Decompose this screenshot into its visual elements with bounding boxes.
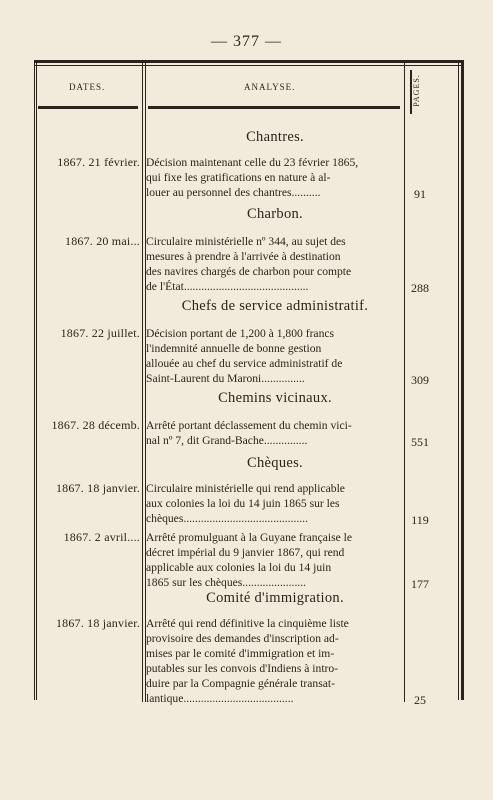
analysis-line: provisoire des demandes d'inscription ad-	[146, 632, 339, 645]
analysis-line: l'indemnité annuelle de bonne gestion	[146, 342, 322, 355]
analysis-line: 1865 sur les chèques......................	[146, 576, 307, 589]
analysis-line: Décision portant de 1,200 à 1,800 francs	[146, 327, 335, 340]
analysis-line: chèques...........................................	[146, 512, 308, 525]
analysis-line: mesures à prendre à l'arrivée à destination	[146, 250, 341, 263]
analysis-line: Circulaire ministérielle nº 344, au sujet des	[146, 235, 346, 248]
analysis-line: applicable aux colonies la loi du 14 juin	[146, 561, 332, 574]
entry-page-number: 288	[411, 281, 429, 295]
entry-page-number: 25	[414, 693, 426, 707]
entry-date: 1867. 18 janvier.	[55, 616, 140, 630]
entry-date: 1867. 21 février.	[57, 155, 140, 169]
analysis-line: de l'État...........................................	[146, 280, 309, 293]
entry-date: 1867. 20 mai...	[65, 234, 140, 248]
analyse-header: ANALYSE.	[244, 82, 296, 92]
entry-page-number: 119	[411, 513, 429, 527]
entry-date: 1867. 22 juillet.	[60, 326, 140, 340]
analysis-line: Arrêté qui rend définitive la cinquième liste	[146, 617, 349, 630]
analysis-line: duire par la Compagnie générale transat-	[146, 677, 335, 690]
analysis-line: lantique......................................	[146, 692, 294, 705]
analysis-line: putables sur les convois d'Indiens à intro-	[146, 662, 339, 675]
section-title: Chèques.	[247, 455, 303, 471]
analyse-header-rule	[148, 106, 400, 109]
page-number: — 377 —	[211, 33, 282, 50]
analysis-line: aux colonies la loi du 14 juin 1865 sur les	[146, 497, 340, 510]
entry-analysis	[146, 616, 404, 706]
entry-date: 1867. 18 janvier.	[55, 481, 140, 495]
analysis-line: Décision maintenant celle du 23 février 1865,	[146, 156, 359, 169]
analysis-line: des navires chargés de charbon pour compte	[146, 265, 352, 278]
entry-analysis	[146, 234, 404, 294]
entry-analysis	[146, 530, 404, 590]
section-title: Chantres.	[246, 129, 304, 145]
analysis-line: allouée au chef du service administratif de	[146, 357, 343, 370]
top-rule	[34, 60, 464, 63]
analysis-line: Saint-Laurent du Maroni...............	[146, 372, 305, 385]
analysis-line: nal nº 7, dit Grand-Bache...............	[146, 434, 308, 447]
entry-date: 1867. 2 avril....	[63, 530, 140, 544]
analysis-line: Circulaire ministérielle qui rend applicable	[146, 482, 345, 495]
section-title: Chemins vicinaux.	[218, 390, 332, 406]
pages-header-label: PAGES.	[411, 73, 421, 107]
pages-header-bar	[410, 70, 412, 114]
analysis-line: décret impérial du 9 janvier 1867, qui rend	[146, 546, 345, 559]
section-title: Comité d'immigration.	[206, 590, 344, 606]
entry-date: 1867. 28 décemb.	[51, 418, 140, 432]
analysis-line: Arrêté promulguant à la Guyane française le	[146, 531, 353, 544]
dates-header: DATES.	[69, 82, 106, 92]
entry-analysis	[146, 418, 404, 448]
dates-header-rule	[38, 106, 138, 109]
entry-page-number: 309	[411, 373, 429, 387]
section-title: Charbon.	[247, 206, 303, 222]
dates-column-divider	[142, 60, 143, 702]
entry-page-number: 91	[414, 187, 426, 201]
entry-page-number: 177	[411, 577, 429, 591]
analysis-line: mises par le comité d'immigration et im-	[146, 647, 335, 660]
section-title: Chefs de service administratif.	[181, 298, 369, 314]
pages-header	[406, 68, 426, 112]
entry-analysis	[146, 326, 404, 386]
entry-analysis	[146, 155, 404, 200]
top-rule-thin	[34, 65, 464, 66]
entry-analysis	[146, 481, 404, 526]
analysis-line: Arrêté portant déclassement du chemin vici-	[146, 419, 352, 432]
analysis-line: louer au personnel des chantres..........	[146, 186, 321, 199]
analysis-line: qui fixe les gratifications en nature à al-	[146, 171, 331, 184]
entry-page-number: 551	[411, 435, 429, 449]
